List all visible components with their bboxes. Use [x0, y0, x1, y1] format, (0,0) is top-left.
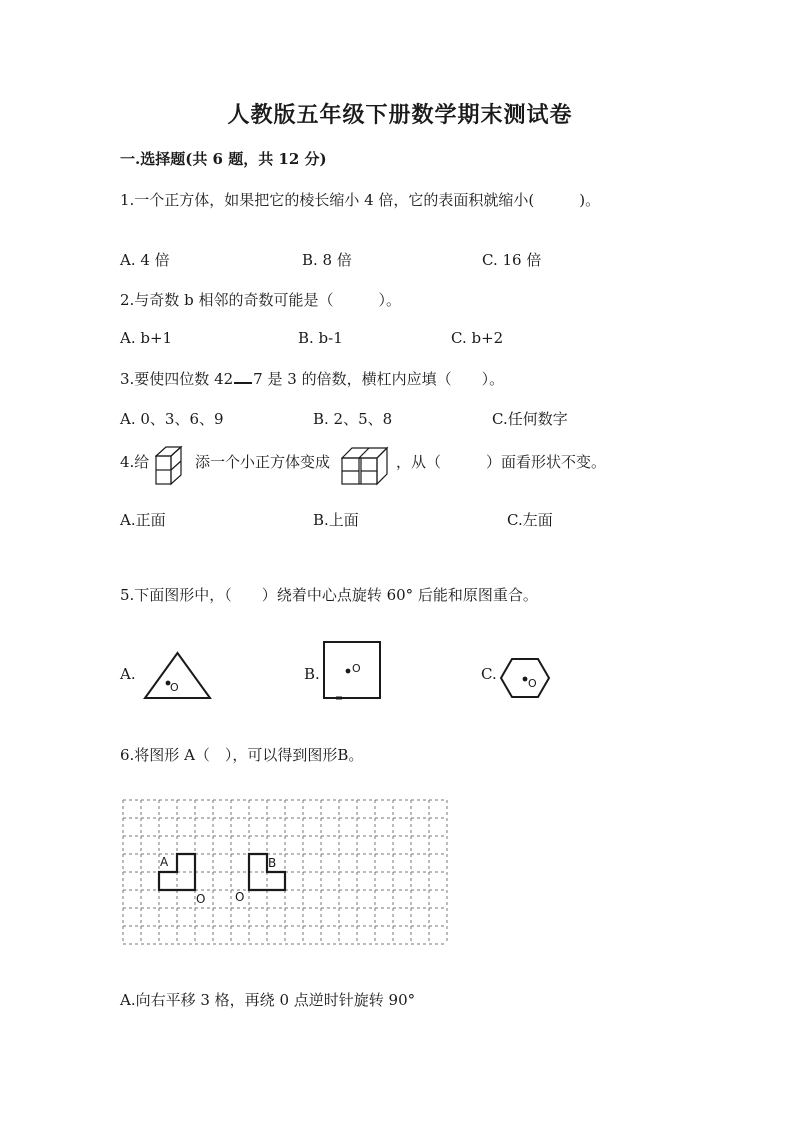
question-4-part1: 4.给	[120, 453, 150, 471]
question-1-option-c: C. 16 倍	[482, 251, 542, 269]
question-5-option-c-label: C.	[481, 665, 497, 683]
question-1-text: 1.一个正方体，如果把它的棱长缩小 4 倍，它的表面积就缩小( )。	[120, 191, 601, 209]
question-6-option-a: A.向右平移 3 格，再绕 0 点逆时针旋转 90°	[120, 991, 416, 1009]
two-cube-figure	[155, 444, 195, 486]
question-4-option-a: A.正面	[120, 511, 166, 529]
center-point-label: O	[170, 681, 179, 694]
question-3-text	[120, 368, 504, 389]
question-3-option-c: C.任何数字	[492, 410, 568, 428]
point-o-label-left: O	[196, 892, 206, 906]
shape-b-label: B	[268, 856, 277, 870]
question-1-option-a: A. 4 倍	[120, 251, 170, 269]
question-5-option-a-label: A.	[120, 665, 136, 683]
question-1-option-b: B. 8 倍	[302, 251, 352, 269]
question-2-option-c: C. b+2	[451, 329, 504, 347]
hexagon-figure	[498, 655, 554, 701]
question-5-text: 5.下面图形中，（ ）绕着中心点旋转 60° 后能和原图重合。	[120, 586, 538, 604]
question-3-option-b: B. 2、5、8	[313, 410, 393, 428]
question-5-option-b-label: B.	[304, 665, 320, 683]
section-heading: 一.选择题(共 6 题，共 12 分)	[120, 150, 327, 168]
center-point-label: O	[528, 677, 537, 690]
question-4-option-c: C.左面	[507, 511, 553, 529]
point-o-label-right: O	[235, 890, 245, 904]
question-4-part3: ，从（ ）面看形状不变。	[396, 453, 607, 471]
question-2-option-b: B. b-1	[298, 329, 343, 347]
question-2-option-a: A. b+1	[120, 329, 173, 347]
triangle-figure	[140, 650, 216, 702]
question-2-text: 2.与奇数 b 相邻的奇数可能是（ ）。	[120, 291, 401, 309]
square-figure	[320, 638, 384, 704]
answer-blank	[234, 370, 252, 384]
center-point-label: O	[352, 662, 361, 675]
three-cube-figure	[341, 444, 401, 486]
question-4-option-b: B.上面	[313, 511, 359, 529]
shape-a-label: A	[160, 855, 169, 869]
grid-diagram	[118, 795, 450, 947]
question-6-text: 6.将图形 A（ ），可以得到图形B。	[120, 746, 364, 764]
page-title: 人教版五年级下册数学期末测试卷	[227, 102, 573, 128]
question-3-text-after: 7 是 3 的倍数，横杠内应填（ ）。	[253, 370, 505, 388]
question-4-part2: 添一个小正方体变成	[195, 453, 331, 471]
question-3-text-before: 3.要使四位数 42	[120, 370, 234, 388]
question-3-option-a: A. 0、3、6、9	[120, 410, 224, 428]
